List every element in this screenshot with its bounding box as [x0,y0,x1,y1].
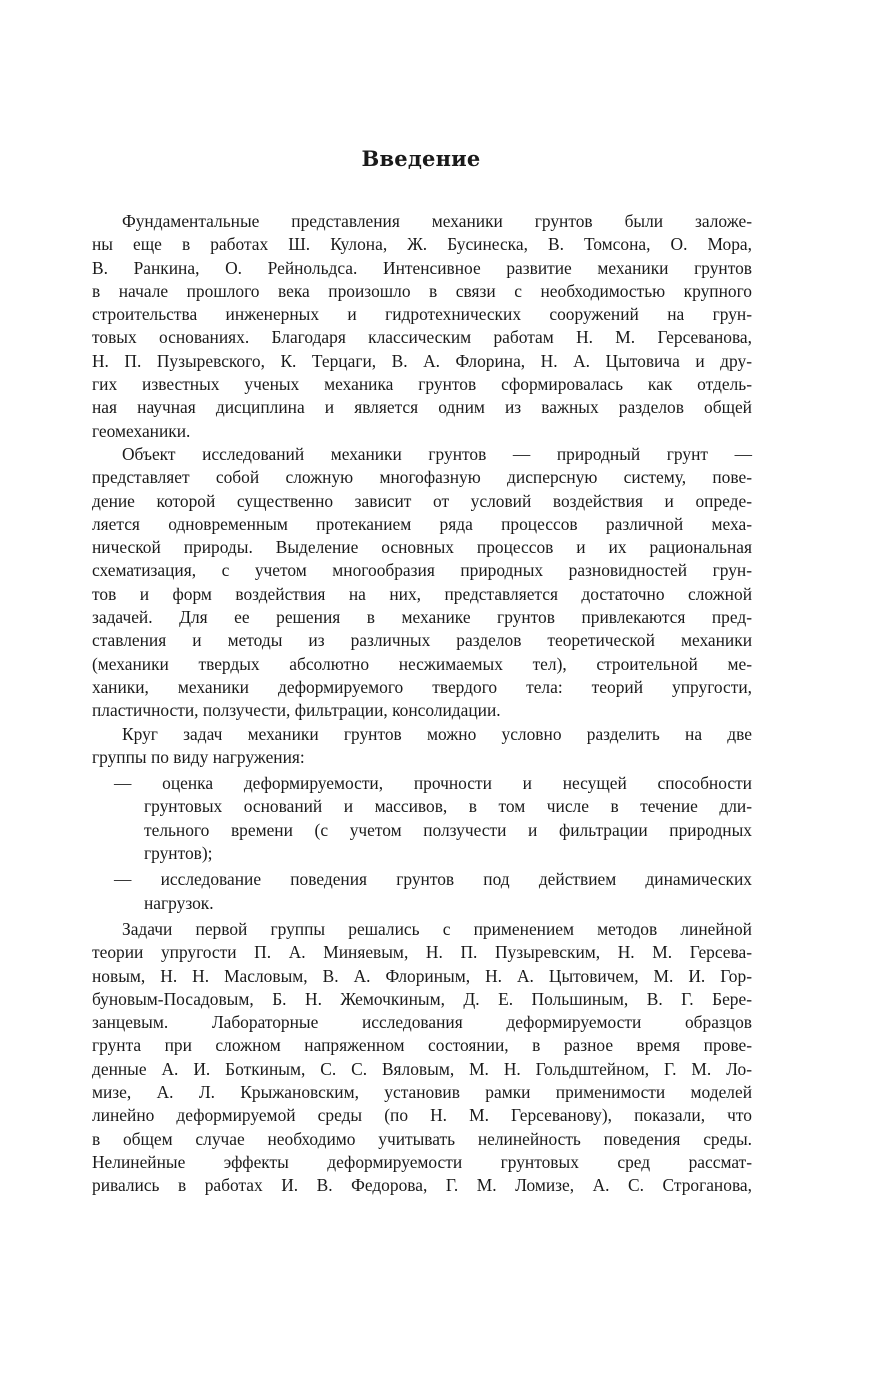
text-line: тельного времени (с учетом ползучести и фильтрации природных [144,819,752,840]
text-line: тов и форм воздействия на них, представляется достаточно сложной [92,583,752,604]
text-line: группы по виду нагружения: [92,746,305,767]
text-line: В. Ранкина, О. Рейнольдса. Интенсивное развитие механики грунтов [92,257,752,278]
text-line: в начале прошлого века произошло в связи с необходимостью крупного [92,280,752,301]
text-line: денные А. И. Боткиным, С. С. Вяловым, М. Н. Гольдштейном, Г. М. Ло- [92,1058,752,1079]
text-line: грунтов); [144,843,213,864]
text-line: буновым-Посадовым, Б. Н. Жемочкиным, Д. Е. Польшиным, В. Г. Бере- [92,988,752,1009]
text-line: грунта при сложном напряженном состоянии, в разное время прове- [92,1035,752,1056]
text-line: схематизация, с учетом многообразия природных разновидностей грун- [92,560,752,581]
page-title: Введение [361,146,481,171]
text-line: в общем случае необходимо учитывать нелинейность поведения среды. [92,1128,752,1149]
paragraph-3 [92,723,752,770]
text-line: ная научная дисциплина и является одним из важных разделов общей [92,397,752,418]
paragraph-4 [92,918,752,1198]
text-line: ставления и методы из различных разделов теоретической механики [92,630,752,651]
text-line: — исследование поведения грунтов под действием динамических [114,869,752,890]
text-line: товых основаниях. Благодаря классическим работам Н. М. Герсеванова, [92,327,752,348]
text-line: ханики, механики деформируемого твердого тела: теорий упругости, [92,676,752,697]
text-line: занцевым. Лабораторные исследования деформируемости образцов [92,1012,752,1033]
text-line: линейно деформируемой среды (по Н. М. Герсеванову), показали, что [92,1105,752,1126]
text-line: пластичности, ползучести, фильтрации, консолидации. [92,700,501,721]
body-text [92,210,752,1197]
text-line: задачей. Для ее решения в механике грунтов привлекаются пред- [92,607,752,628]
text-line: геомеханики. [92,420,191,441]
text-line: Фундаментальные представления механики грунтов были заложе- [122,211,752,231]
text-line: новым, Н. Н. Масловым, В. А. Флориным, Н. А. Цытовичем, М. И. Гор- [92,965,752,986]
text-line: (механики твердых абсолютно несжимаемых тел), строительной ме- [92,653,752,674]
text-line: Задачи первой группы решались с применением методов линейной [122,918,752,939]
text-line: гих известных ученых механика грунтов сформировалась как отдель- [92,374,752,395]
text-line: Н. П. Пузыревского, К. Терцаги, В. А. Флорина, Н. А. Цытовича и дру- [92,350,752,371]
list-item [92,772,752,865]
text-line: мизе, А. Л. Крыжановским, установив рамки применимости моделей [92,1081,752,1102]
text-line: Объект исследований механики грунтов — природный грунт — [122,443,752,464]
text-line: строительства инженерных и гидротехнических сооружений на грун- [92,304,752,325]
text-line: ривались в работах И. В. Федорова, Г. М. Ломизе, А. С. Строганова, [92,1175,752,1196]
text-line: теории упругости П. А. Миняевым, Н. П. Пузыревским, Н. М. Герсева- [92,942,752,963]
list-item [92,868,752,915]
text-line: Нелинейные эффекты деформируемости грунтовых сред рассмат- [92,1151,752,1172]
text-line: ны еще в работах Ш. Кулона, Ж. Бусинеска, В. Томсона, О. Мора, [92,234,752,255]
text-line: нагрузок. [144,892,214,913]
text-line: — оценка деформируемости, прочности и несущей способности [114,773,752,794]
text-line: нической природы. Выделение основных процессов и их рациональная [92,537,752,558]
paragraph-1 [92,210,752,443]
text-line: представляет собой сложную многофазную дисперсную систему, пове- [92,467,752,488]
text-line: ляется одновременным протеканием ряда процессов различной меха- [92,513,752,534]
paragraph-2 [92,443,752,723]
text-line: грунтовых оснований и массивов, в том числе в течение дли- [144,796,752,817]
text-line: дение которой существенно зависит от условий воздействия и опреде- [92,490,752,511]
text-line: Круг задач механики грунтов можно условно разделить на две [122,723,752,744]
